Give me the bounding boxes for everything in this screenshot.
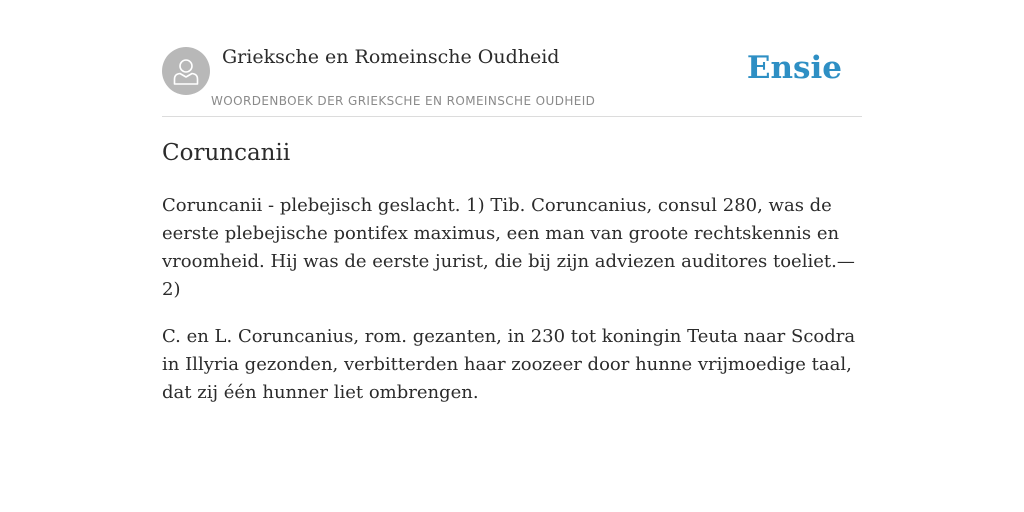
source-subtitle[interactable]: WOORDENBOEK DER GRIEKSCHE EN ROMEINSCHE OUDHEID (211, 94, 596, 108)
entry-paragraph: C. en L. Coruncanius, rom. gezanten, in 230 tot koningin Teuta naar Scodra in Illyria gezonden, verbitterden haar zoozeer door hunne vrijmoedige taal, dat zij één hunner liet ombrengen. (162, 326, 856, 403)
avatar[interactable] (162, 47, 210, 95)
user-icon (173, 57, 199, 85)
entry-title: Coruncanii (162, 140, 291, 166)
source-header (162, 46, 862, 117)
entry-body (162, 192, 862, 426)
brand-logo[interactable]: Ensie (746, 50, 842, 86)
source-title[interactable]: Grieksche en Romeinsche Oudheid (222, 46, 560, 68)
entry-paragraph: Coruncanii - plebejisch geslacht. 1) Tib. Coruncanius, consul 280, was de eerste plebejische pontifex maximus, een man van groote rechtskennis en vroomheid. Hij was de eerste jurist, die bij zijn adviezen auditores toeliet.—2) (162, 195, 855, 300)
